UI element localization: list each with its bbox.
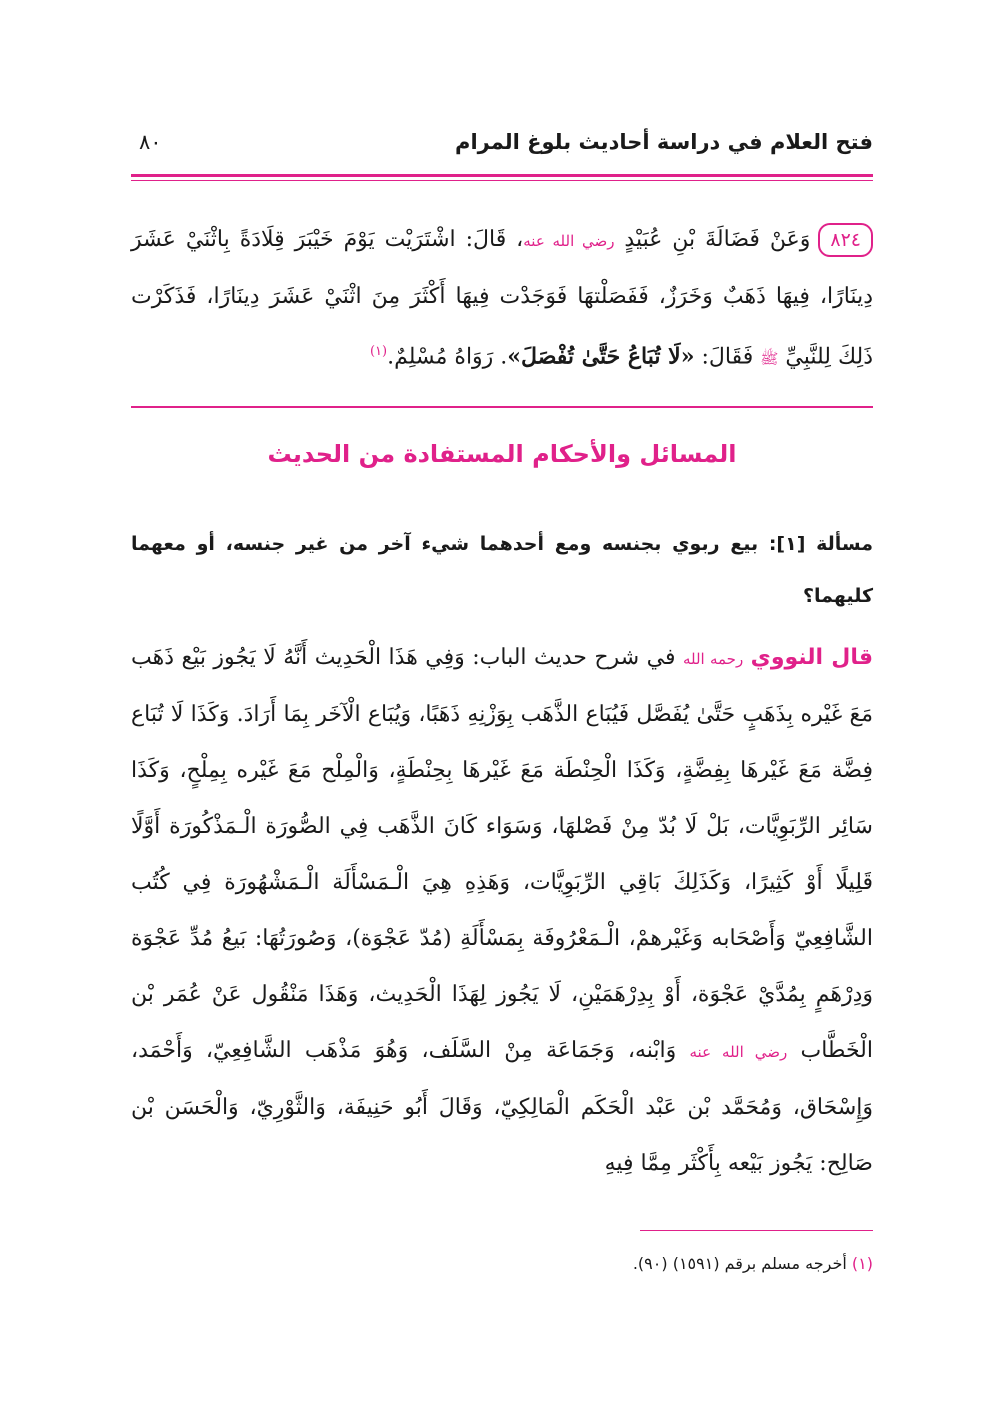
prophet-honorific: ﷺ xyxy=(760,349,779,368)
question-label: مسألة [١]: xyxy=(768,533,873,555)
hadith-bottom-rule xyxy=(131,406,873,408)
question-text: بيع ربوي بجنسه ومع أحدهما شيء آخر من غير جنسه، أو معهما كليهما؟ xyxy=(131,533,873,607)
footnote-text: أخرجه مسلم برقم (١٥٩١) (٩٠). xyxy=(632,1254,847,1273)
page-number: ٨٠ xyxy=(139,130,162,154)
scholar-name: قال النووي xyxy=(750,645,873,670)
commentary-text: في شرح حديث الباب: وَفِي هَذَا الْحَدِيث أَنَّهُ لَا يَجُوز بَيْع ذَهَب مَعَ غَيْره بِذَهَبٍ حَتَّىٰ يُفَصَّل فَيُبَاع الذَّهَب بِوَزْنِهِ ذَهَبًا، وَيُبَاع الْآخَر بِمَا أَرَادَ. وَكَذَا لَا تُبَاع فِضَّة مَعَ غَيْرهَا بِفِضَّةٍ، وَكَذَا الْحِنْطَة مَعَ غَيْرهَا بِحِنْطَةٍ، وَالْمِلْح مَعَ غَيْره بِمِلْحٍ، وَكَذَا سَائِر الرِّبَوِيَّات، بَلْ لَا بُدّ مِنْ فَصْلهَا، وَسَوَاء كَانَ الذَّهَب فِي الصُّورَة الْـمَذْكُورَة أَوَّلًا قَلِيلًا أَوْ كَثِيرًا، وَكَذَلِكَ بَاقِي الرِّبَوِيَّات، وَهَذِهِ هِيَ الْـمَسْأَلَة الْـمَشْهُورَة فِي كُتُب الشَّافِعِيّ وَأَصْحَابه وَغَيْرهمْ، الْـمَعْرُوفَة بِمَسْأَلَةِ (مُدّ عَجْوَة)، وَصُورَتُهَا: بَيعُ مُدِّ عَجْوَة وَدِرْهَمٍ بِمُدَّيْ عَجْوَة، أَوْ بِدِرْهَمَيْنِ، لَا يَجُوز لِهَذَا الْحَدِيث، وَهَذَا مَنْقُول عَنْ عُمَر بْن الْخَطَّاب xyxy=(131,645,873,1063)
section-title: المسائل والأحكام المستفادة من الحديث xyxy=(267,440,737,468)
hadith-block xyxy=(131,212,873,386)
commentary-paragraph xyxy=(131,630,873,1192)
footnote-marker[interactable]: (١) xyxy=(369,344,388,359)
header-rule-thick xyxy=(131,174,873,177)
running-header xyxy=(131,128,873,164)
hadith-text-after: فَقَالَ: xyxy=(701,344,754,370)
footnote xyxy=(131,1254,873,1273)
hadith-narration: . رَوَاهُ مُسْلِمٌ. xyxy=(387,344,508,370)
commentary-text-after: وَابْنه، وَجَمَاعَة مِنْ السَّلَف، وَهُوَ مَذْهَب الشَّافِعِيّ، وَأَحْمَد، وَإِسْحَاق، وَمُحَمَّد بْن عَبْد الْحَكَم الْمَالِكِيّ، وَقَالَ أَبُو حَنِيفَة، وَالثَّوْرِيّ، وَالْحَسَن بْن صَالِح: يَجُوز بَيْعه بِأَكْثَر مِمَّا فِيهِ xyxy=(131,1038,873,1176)
scholar-honorific: رحمه الله xyxy=(682,650,744,668)
footnote-number: (١) xyxy=(851,1254,873,1273)
hadith-text-middle: ، قَالَ: اشْتَرَيْت يَوْمَ خَيْبَرَ قِلَادَةً بِاثْنَيْ عَشَرَ دِينَارًا، فِيهَا ذَهَبٌ وَخَرَزٌ، فَفَصَلْتهَا فَوَجَدْت فِيهَا أَكْثَرَ مِنَ اثْنَيْ عَشَرَ دِينَارًا، فَذَكَرْت ذَلِكَ لِلنَّبِيِّ xyxy=(131,227,873,370)
prophet-quote: «لَا تُبَاعُ حَتَّىٰ تُفْصَلَ» xyxy=(507,343,695,370)
hadith-text-before: وَعَنْ فَضَالَةَ بْنِ عُبَيْدٍ xyxy=(624,227,811,252)
companion-honorific-2: رضي الله عنه xyxy=(689,1043,788,1061)
footnote-rule xyxy=(640,1230,873,1231)
header-rule-thin xyxy=(131,180,873,181)
book-title: فتح العلام في دراسة أحاديث بلوغ المرام xyxy=(455,130,873,154)
hadith-number-badge: ٨٢٤ xyxy=(818,223,873,257)
question-heading xyxy=(131,518,873,622)
companion-honorific: رضي الله عنه xyxy=(523,232,615,250)
